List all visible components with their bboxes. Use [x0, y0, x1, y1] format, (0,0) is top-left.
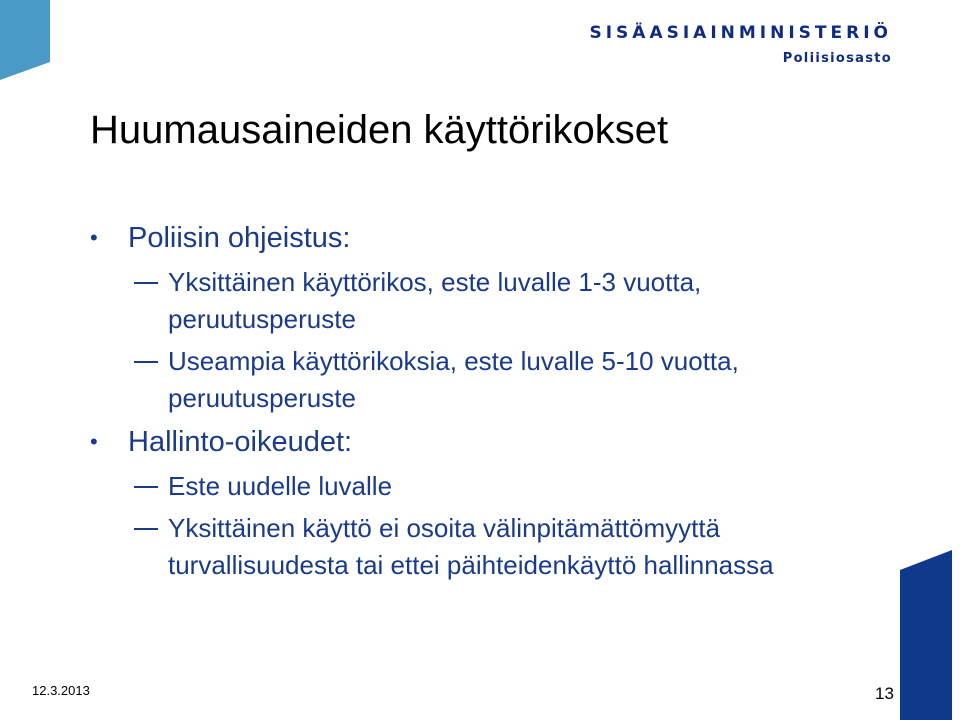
page-number: 13 [875, 684, 894, 703]
bullet-icon: • [90, 225, 98, 250]
dash-icon [134, 486, 158, 488]
ministry-logo [589, 22, 892, 68]
slide-title: Huumausaineiden käyttörikokset [90, 108, 669, 152]
logo-ministry-name: SISÄASIAINMINISTERIÖ [589, 23, 892, 43]
sub-bullet-text: Useampia käyttörikoksia, este luvalle 5-10 vuotta, peruutusperuste [168, 346, 739, 413]
logo-department-name: Poliisiosasto [782, 51, 892, 66]
dash-icon [134, 282, 158, 284]
sub-bullet-item [90, 468, 880, 505]
bullet-text: Hallinto-oikeudet: [128, 426, 353, 458]
bullet-icon: • [90, 429, 98, 454]
bullet-text: Poliisin ohjeistus: [128, 222, 351, 254]
sub-bullet-item [90, 343, 880, 417]
dash-icon [134, 528, 158, 530]
corner-decoration-bottom-right [900, 550, 960, 720]
sub-bullet-text: Yksittäinen käyttö ei osoita välinpitämättömyyttä turvallisuudesta tai ettei päihteidenkäyttö hallinnassa [168, 513, 774, 580]
corner-decoration-top-left [0, 0, 60, 80]
sub-bullet-item [90, 264, 880, 338]
dash-icon [134, 361, 158, 363]
footer-date: 12.3.2013 [32, 683, 90, 698]
sub-bullet-text: Yksittäinen käyttörikos, este luvalle 1-3 vuotta, peruutusperuste [168, 267, 702, 334]
sub-bullet-text: Este uudelle luvalle [168, 471, 393, 501]
sub-bullet-item [90, 510, 880, 584]
bullet-item [90, 422, 880, 462]
bullet-item [90, 218, 880, 258]
slide-content [90, 218, 880, 589]
